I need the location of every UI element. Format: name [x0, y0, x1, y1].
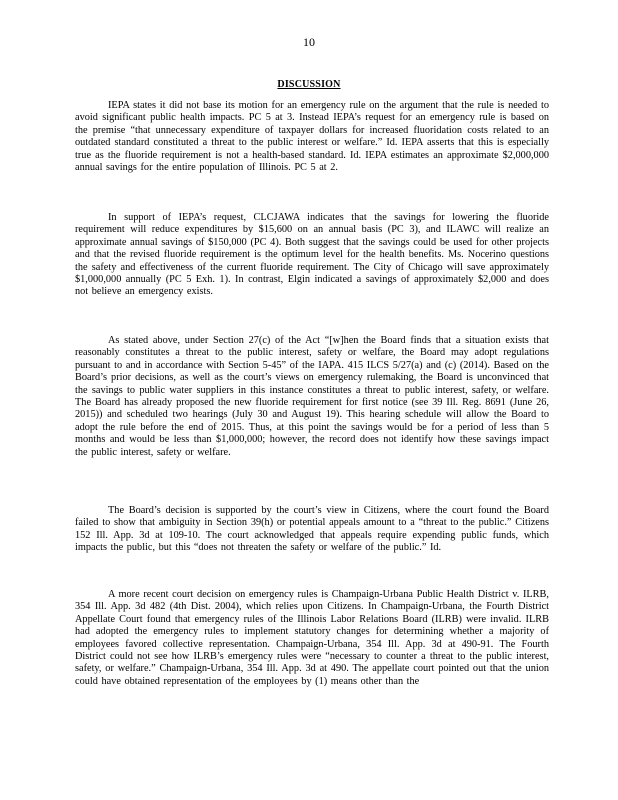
page-number: 10	[303, 35, 315, 49]
paragraph-2-block	[75, 212, 549, 299]
paragraph-3: As stated above, under Section 27(c) of the Act “[w]hen the Board finds that a situation exists that reasonably constitutes a threat to the public interest, safety or welfare, the Board may adopt regulations pursuant to and in accordance with Section 5-45” of the IAPA. 415 ILCS 5/27(a) and (c) (2014). Based on the Board’s prior decisions, as well as the court’s views on emergency rulemaking, the Board is unconvinced that the savings to public water suppliers in this instance constitutes a threat to public interest, safety, or welfare. The Board has already proposed the new fluoride requirement for first notice (see 39 Ill. Reg. 8691 (June 26, 2015)) and scheduled two hearings (July 30 and August 19). This hearing schedule will allow the Board to adopt the rule before the end of 2015. Thus, at this point the savings would be for a period of less than 5 months and would be less than $1,000,000; however, the record does not identify how these savings impact the public interest, safety or welfare.	[75, 335, 549, 458]
section-heading: DISCUSSION	[277, 79, 341, 90]
paragraph-5-block	[75, 589, 549, 688]
paragraph-5: A more recent court decision on emergency rules is Champaign-Urbana Public Health District v. ILRB, 354 Ill. App. 3d 482 (4th Dist. 2004), which relies upon Citizens. In Champaign-Urbana, the Fourth District Appellate Court found that emergency rules of the Illinois Labor Relations Board (ILRB) were invalid. ILRB had adopted the emergency rules to implement statutory changes for determining whether a majority of employees favored collective representation. Champaign-Urbana, 354 Ill. App. 3d at 490-91. The Fourth District could not see how ILRB’s emergency rules were “necessary to counter a threat to the public interest, safety, or welfare.” Champaign-Urbana, 354 Ill. App. 3d at 490. The appellate court pointed out that the union could have obtained representation of the employees by (1) means other than the	[75, 589, 549, 687]
paragraph-4-block	[75, 505, 549, 555]
paragraph-4: The Board’s decision is supported by the court’s view in Citizens, where the court found the Board failed to show that ambiguity in Section 39(h) or potential appeals amount to a “threat to the public.” Citizens 152 Ill. App. 3d at 109-10. The court acknowledged that appeals require expending public funds, which impacts the public, but this “does not threaten the safety or welfare of the public.” Id.	[75, 505, 549, 554]
paragraph-1: IEPA states it did not base its motion for an emergency rule on the argument that the rule is needed to avoid significant public health impacts. PC 5 at 3. Instead IEPA’s request for an emergency rule is based on the premise “that unnecessary expenditure of taxpayer dollars for increased fluoridation costs related to an outdated standard constituted a threat to the public interest or welfare.” Id. IEPA asserts that this is especially true as the fluoride requirement is not a health-based standard. Id. IEPA estimates an approximate $2,000,000 annual savings for the entire population of Illinois. PC 5 at 2.	[75, 100, 549, 174]
paragraph-3-block	[75, 335, 549, 459]
section-heading-wrapper	[0, 74, 618, 92]
paragraph-2: In support of IEPA’s request, CLCJAWA indicates that the savings for lowering the fluoride requirement will reduce expenditures by $15,600 on an annual basis (PC 3), and ILAWC will realize an approximate annual savings of $150,000 (PC 4). Both suggest that the savings could be used for other projects and that the revised fluoride requirement is the optimum level for the health benefits. Ms. Nocerino questions the safety and effectiveness of the current fluoride requirement. The City of Chicago will save approximately $1,000,000 annually (PC 5 Exh. 1). In contrast, Elgin indicated a savings of approximately $2,000 and does not believe an emergency exists.	[75, 212, 549, 298]
paragraph-1-block	[75, 100, 549, 174]
